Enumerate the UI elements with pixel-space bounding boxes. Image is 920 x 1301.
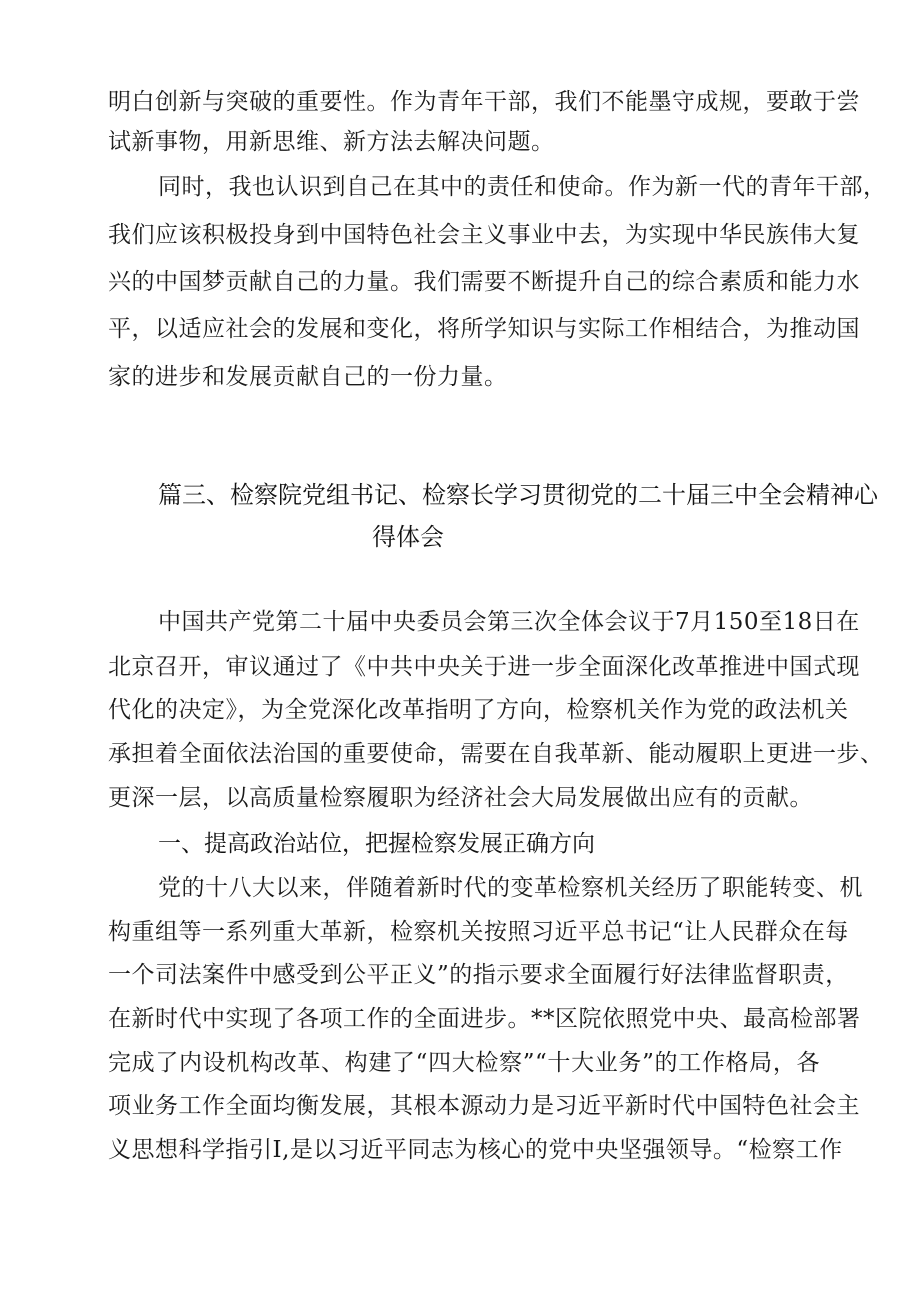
paragraph-line: 同时，我也认识到自己在其中的责任和使命。作为新一代的青年干部， — [158, 174, 887, 200]
paragraph-line: 明白创新与突破的重要性。作为青年干部，我们不能墨守成规，要敢于尝 — [108, 89, 860, 115]
section-heading: 一、提高政治站位，把握检察发展正确方向 — [158, 831, 595, 857]
paragraph-line: 代化的决定》，为全党深化改革指明了方向，检察机关作为党的政法机关 — [108, 697, 849, 723]
paragraph-line: 更深一层，以高质量检察履职为经济社会大局发展做出应有的贡献。 — [108, 785, 813, 811]
paragraph-line: 平，以适应社会的发展和变化，将所学知识与实际工作相结合，为推动国 — [108, 316, 860, 342]
paragraph-line: 我们应该积极投身到中国特色社会主义事业中去，为实现中华民族伟大复 — [108, 222, 860, 248]
paragraph-line: 义思想科学指引I,是以习近平同志为核心的党中央坚强领导。“检察工作 — [108, 1137, 843, 1163]
paragraph-line: 承担着全面依法治国的重要使命，需要在自我革新、能动履职上更进一步、 — [108, 741, 884, 767]
paragraph-line: 完成了内设机构改革、构建了“四大检察”“十大业务”的工作格局，各 — [108, 1050, 820, 1076]
article-title-line-1: 篇三、检察院党组书记、检察长学习贯彻党的二十届三中全会精神心 — [158, 481, 878, 509]
article-title-line-2: 得体会 — [372, 523, 444, 551]
paragraph-line: 一个司法案件中感受到公平正义”的指示要求全面履行好法律监督职责， — [108, 962, 849, 988]
paragraph-line: 构重组等一系列重大革新，检察机关按照习近平总书记“让人民群众在每 — [108, 919, 849, 945]
paragraph-line: 中国共产党第二十届中央委员会第三次全体会议于7月150至18日在 — [158, 609, 860, 635]
paragraph-line: 党的十八大以来，伴随着新时代的变革检察机关经历了职能转变、机 — [158, 875, 863, 901]
paragraph-line: 在新时代中实现了各项工作的全面进步。**区院依照党中央、最高检部署 — [108, 1006, 861, 1032]
paragraph-line: 兴的中国梦贡献自己的力量。我们需要不断提升自己的综合素质和能力水 — [108, 269, 860, 295]
paragraph-line: 试新事物，用新思维、新方法去解决问题。 — [108, 129, 555, 155]
paragraph-line: 家的进步和发展贡献自己的一份力量。 — [108, 364, 508, 390]
paragraph-line: 项业务工作全面均衡发展，其根本源动力是习近平新时代中国特色社会主 — [108, 1093, 860, 1119]
paragraph-line: 北京召开，审议通过了《中共中央关于进一步全面深化改革推进中国式现 — [108, 654, 860, 680]
